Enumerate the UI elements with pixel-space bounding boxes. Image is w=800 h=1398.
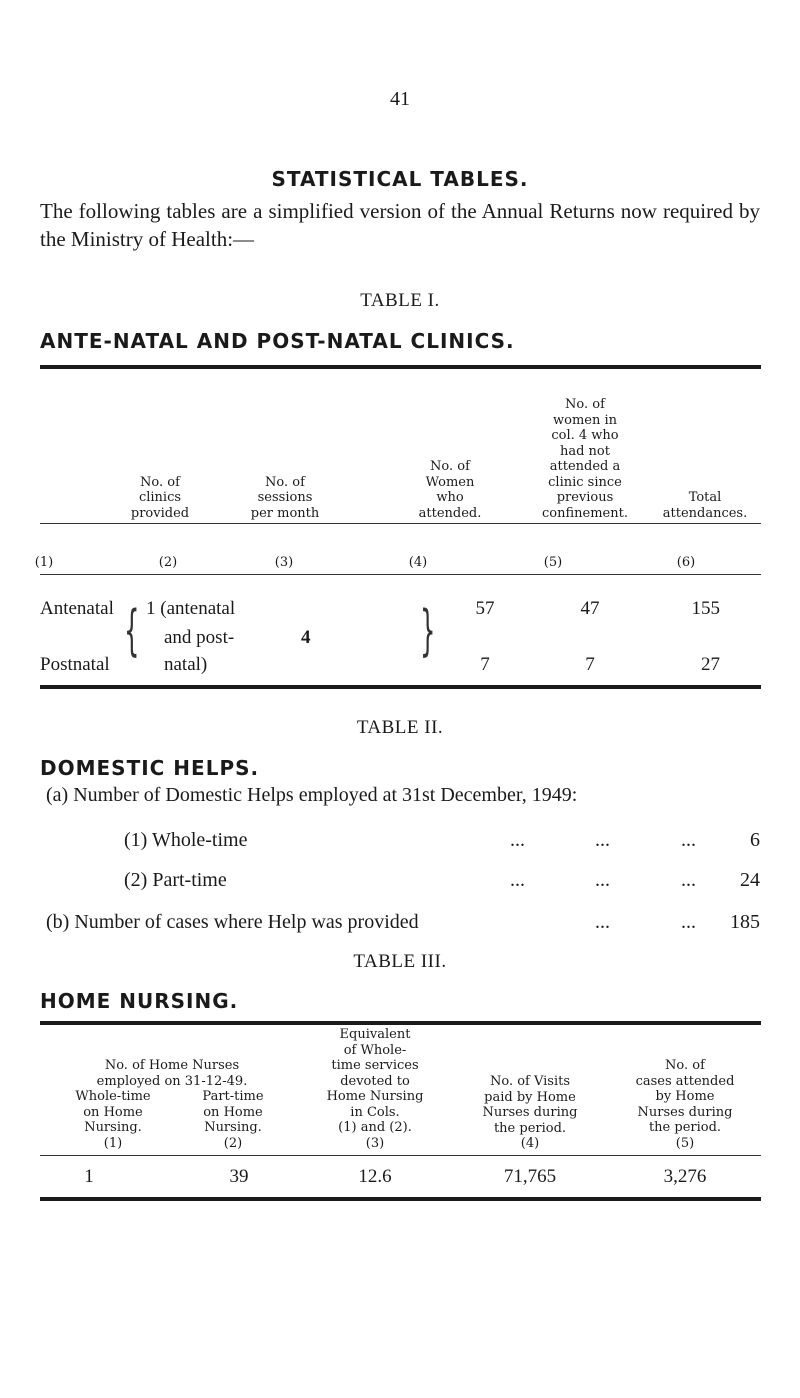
table3-title: HOME NURSING. <box>40 989 239 1013</box>
table1-colnum-rule <box>40 574 761 575</box>
page-title: STATISTICAL TABLES. <box>271 167 529 191</box>
table3-label: TABLE III. <box>353 951 447 972</box>
table1-colnum-1: (1) <box>34 555 54 570</box>
table3-header-cases: No. of cases attended by Home Nurses during the period. (5) <box>635 1058 735 1151</box>
table1-top-rule <box>40 365 761 369</box>
table3-header-visits: No. of Visits paid by Home Nurses during the period. (4) <box>482 1074 578 1151</box>
home-nursing-equivalent: 12.6 <box>358 1166 392 1187</box>
cases-leader-1: ... <box>595 911 610 933</box>
table3-header-parttime: Part-time on Home Nursing. (2) <box>202 1089 264 1151</box>
table1-header-sessions: No. of sessions per month <box>250 474 320 521</box>
table3-header-wholetime: Whole-time on Home Nursing. (1) <box>75 1089 151 1151</box>
table3-group-header: No. of Home Nurses employed on 31-12-49. <box>96 1058 248 1089</box>
table3-top-rule <box>40 1021 761 1025</box>
home-nursing-wholetime: 1 <box>84 1166 94 1187</box>
left-brace-icon: { <box>124 599 140 662</box>
table2-title: DOMESTIC HELPS. <box>40 756 260 780</box>
wholetime-leader-3: ... <box>681 829 696 851</box>
clinics-line-1: 1 (antenatal <box>146 598 236 619</box>
row-label-postnatal: Postnatal <box>40 654 110 675</box>
page-number: 41 <box>390 88 410 110</box>
cases-value: 185 <box>730 911 760 933</box>
table1-colnum-6: (6) <box>676 555 696 570</box>
table1-bottom-rule <box>40 685 761 689</box>
right-brace-icon: } <box>420 599 436 662</box>
table1-colnum-5: (5) <box>543 555 563 570</box>
clinics-line-2: and post- <box>164 627 235 648</box>
table1-colnum-3: (3) <box>274 555 294 570</box>
antenatal-not-attended: 47 <box>580 598 600 619</box>
domestic-helps-line-b: (b) Number of cases where Help was provided <box>46 911 419 933</box>
table1-header-women: No. of Women who attended. <box>418 459 482 521</box>
table2-label: TABLE II. <box>356 717 444 738</box>
antenatal-total: 155 <box>691 598 720 619</box>
table1-header-total: Total attendances. <box>662 490 748 521</box>
clinics-line-3: natal) <box>164 654 208 675</box>
table1-header-clinics: No. of clinics provided <box>130 474 190 521</box>
wholetime-label: (1) Whole-time <box>124 829 248 851</box>
parttime-leader-2: ... <box>595 869 610 891</box>
postnatal-total: 27 <box>701 654 720 675</box>
parttime-value: 24 <box>740 869 760 891</box>
sessions-value: 4 <box>301 627 311 648</box>
parttime-leader-1: ... <box>510 869 525 891</box>
table1-colnum-2: (2) <box>158 555 178 570</box>
table3-header-equivalent: Equivalent of Whole- time services devoted to Home Nursing in Cols. (1) and (2). (3) <box>326 1027 424 1151</box>
wholetime-leader-1: ... <box>510 829 525 851</box>
home-nursing-visits: 71,765 <box>503 1166 557 1187</box>
home-nursing-cases: 3,276 <box>663 1166 707 1187</box>
table3-header-rule <box>40 1155 761 1156</box>
parttime-leader-3: ... <box>681 869 696 891</box>
table3-bottom-rule <box>40 1197 761 1201</box>
table1-label: TABLE I. <box>360 290 440 311</box>
table1-header-not-attended: No. of women in col. 4 who had not attended a clinic since previous confinement. <box>542 397 628 521</box>
postnatal-women: 7 <box>480 654 490 675</box>
wholetime-value: 6 <box>750 829 760 851</box>
parttime-label: (2) Part-time <box>124 869 227 891</box>
postnatal-not-attended: 7 <box>585 654 595 675</box>
table1-header-rule <box>40 523 761 524</box>
row-label-antenatal: Antenatal <box>40 598 114 619</box>
antenatal-women: 57 <box>475 598 495 619</box>
home-nursing-parttime: 39 <box>229 1166 249 1187</box>
wholetime-leader-2: ... <box>595 829 610 851</box>
domestic-helps-line-a: (a) Number of Domestic Helps employed at 31st December, 1949: <box>46 784 578 806</box>
table1-title: ANTE-NATAL AND POST-NATAL CLINICS. <box>40 329 515 353</box>
cases-leader-2: ... <box>681 911 696 933</box>
intro-paragraph: The following tables are a simplified version of the Annual Returns now required by the Ministry of Health:— <box>40 199 760 251</box>
table1-colnum-4: (4) <box>408 555 428 570</box>
